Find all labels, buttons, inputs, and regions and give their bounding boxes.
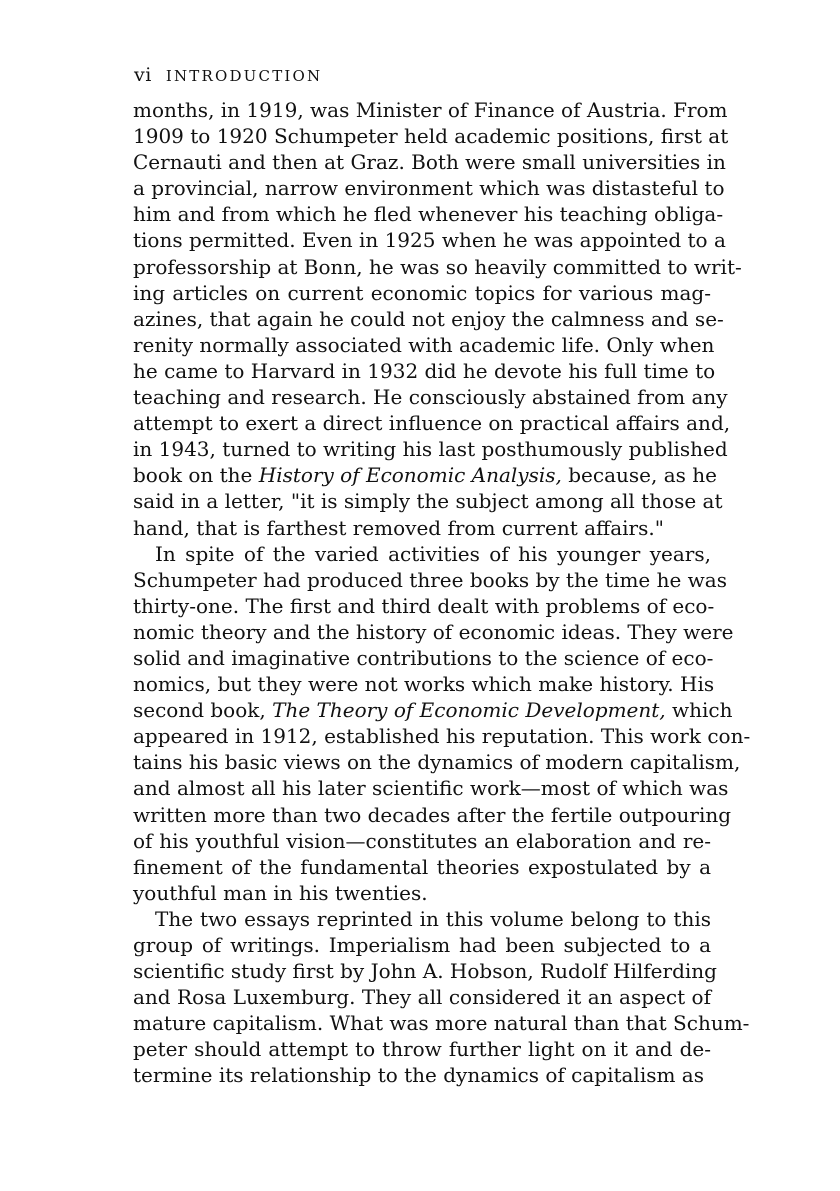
- text-line: [133, 723, 751, 749]
- text-segment: months, in 1919, was Minister of Finance of Austria. From: [133, 98, 728, 122]
- body-text: [133, 97, 751, 1089]
- text-segment: and Rosa Luxemburg. They all considered it an aspect of: [133, 985, 711, 1010]
- text-line: [133, 358, 716, 384]
- text-segment: written more than two decades after the fertile outpouring: [133, 802, 732, 827]
- text-segment: In spite of the varied activities of his younger years,: [155, 541, 711, 566]
- text-line: [133, 541, 711, 567]
- text-segment: tains his basic views on the dynamics of modern capitalism,: [133, 750, 741, 775]
- text-segment: thirty-one. The first and third dealt with problems of eco-: [133, 593, 715, 618]
- paragraph: [133, 906, 750, 1089]
- text-segment: renity normally associated with academic life. Only when: [133, 332, 715, 357]
- text-line: [133, 515, 711, 541]
- text-line: [133, 802, 732, 828]
- text-line: [133, 828, 711, 854]
- text-segment: and almost all his later scientific work—most of which was: [133, 776, 729, 801]
- text-segment: youthful man in his twenties.: [133, 880, 428, 905]
- text-segment: he came to Harvard in 1932 did he devote his full time to: [133, 358, 716, 383]
- text-segment: tions permitted. Even in 1925 when he was appointed to a: [133, 228, 726, 253]
- text-line: [133, 1062, 711, 1088]
- text-segment: peter should attempt to throw further light on it and de-: [133, 1037, 711, 1062]
- text-segment: nomics, but they were not works which make history. His: [133, 672, 715, 697]
- text-segment: a provincial, narrow environment which was distasteful to: [133, 176, 725, 201]
- paragraph: [133, 97, 742, 541]
- text-segment: ing articles on current economic topics for various mag-: [133, 280, 711, 305]
- running-head: INTRODUCTION: [165, 67, 323, 85]
- text-line: [133, 775, 729, 801]
- text-segment: finement of the fundamental theories expostulated by a: [133, 854, 711, 879]
- text-line: [133, 254, 742, 280]
- text-line: [133, 671, 715, 697]
- paragraph: [133, 541, 751, 906]
- text-segment: attempt to exert a direct influence on practical affairs and,: [133, 411, 731, 436]
- text-segment: azines, that again he could not enjoy the calmness and se-: [133, 306, 724, 331]
- text-segment: The two essays reprinted in this volume belong to this: [155, 906, 711, 931]
- text-segment: of his youthful vision—constitutes an elaboration and re-: [133, 828, 711, 853]
- book-title: The Theory of Economic Development,: [272, 698, 666, 723]
- text-line: [133, 567, 727, 593]
- text-segment: Schumpeter had produced three books by the time he was: [133, 567, 727, 592]
- text-line: [133, 410, 731, 436]
- text-line: [133, 854, 711, 880]
- text-line: [133, 619, 734, 645]
- text-line: [133, 201, 724, 227]
- text-segment: Cernauti and then at Graz. Both were small universities in: [133, 150, 726, 175]
- text-line: [133, 436, 728, 462]
- text-line: [133, 462, 717, 488]
- text-line: [133, 227, 726, 253]
- text-line: [133, 123, 729, 149]
- text-line: [133, 749, 741, 775]
- text-line: [133, 984, 711, 1010]
- text-segment: said in a letter, "it is simply the subject among all those at: [133, 489, 723, 514]
- text-segment: in 1943, turned to writing his last posthumously published: [133, 437, 728, 462]
- text-segment: hand, that is farthest removed from current affairs.": [133, 515, 664, 540]
- text-segment: professorship at Bonn, he was so heavily committed to writ-: [133, 254, 742, 279]
- text-segment: group of writings. Imperialism had been subjected to a: [133, 933, 711, 957]
- text-segment: 1909 to 1920 Schumpeter held academic positions, first at: [133, 124, 729, 149]
- text-line: [133, 932, 711, 958]
- text-line: [133, 1010, 750, 1036]
- page-header: [134, 64, 322, 86]
- text-segment: because, as he: [561, 463, 717, 488]
- text-line: [133, 906, 711, 932]
- text-line: [133, 1036, 711, 1062]
- text-line: [133, 306, 724, 332]
- text-segment: book on the: [133, 463, 259, 488]
- text-segment: termine its relationship to the dynamics of capitalism as: [133, 1063, 704, 1088]
- text-segment: which: [665, 698, 733, 723]
- text-line: [133, 958, 717, 984]
- text-line: [133, 593, 715, 619]
- text-segment: teaching and research. He consciously abstained from any: [133, 385, 728, 410]
- text-line: [133, 880, 711, 906]
- text-line: [133, 645, 714, 671]
- text-line: [133, 384, 728, 410]
- text-line: [133, 697, 733, 723]
- text-line: [133, 149, 726, 175]
- text-segment: nomic theory and the history of economic ideas. They were: [133, 619, 734, 644]
- text-segment: him and from which he fled whenever his teaching obliga-: [133, 202, 724, 227]
- text-segment: scientific study first by John A. Hobson, Rudolf Hilferding: [133, 959, 717, 984]
- text-line: [133, 488, 723, 514]
- text-segment: appeared in 1912, established his reputation. This work con-: [133, 724, 751, 749]
- text-line: [133, 175, 725, 201]
- text-segment: solid and imaginative contributions to the science of eco-: [133, 645, 714, 670]
- text-segment: mature capitalism. What was more natural than that Schum-: [133, 1011, 750, 1036]
- page-number: vi: [134, 64, 152, 86]
- book-title: History of Economic Analysis,: [258, 463, 562, 488]
- text-segment: second book,: [133, 698, 273, 723]
- text-line: [133, 97, 728, 123]
- text-line: [133, 332, 715, 358]
- text-line: [133, 280, 711, 306]
